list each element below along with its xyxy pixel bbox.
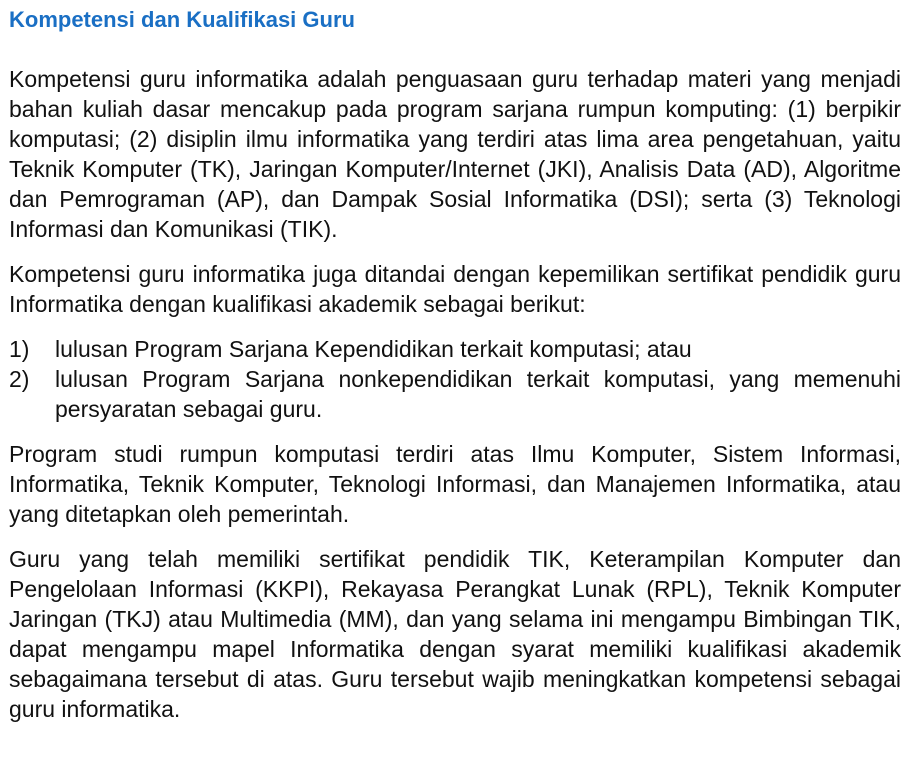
paragraph-certification: Kompetensi guru informatika juga ditandai dengan kepemilikan sertifikat pendidik guru Informatika dengan kualifikasi akademik sebagai berikut:: [9, 261, 901, 317]
paragraph-study-programs: Program studi rumpun komputasi terdiri atas Ilmu Komputer, Sistem Informasi, Informatika, Teknik Komputer, Teknologi Informasi, dan Manajemen Informatika, atau yang ditetapkan oleh pemerintah.: [9, 441, 901, 527]
list-item: [9, 334, 901, 364]
section-title: Kompetensi dan Kualifikasi Guru: [9, 7, 355, 32]
qualification-list: [9, 334, 901, 424]
list-item-text: lulusan Program Sarjana Kependidikan terkait komputasi; atau: [55, 336, 692, 362]
list-item: [9, 364, 901, 424]
paragraph-competency-definition: Kompetensi guru informatika adalah penguasaan guru terhadap materi yang menjadi bahan kuliah dasar mencakup pada program sarjana rumpun komputing: (1) berpikir komputasi; (2) disiplin ilmu informatika yang terdiri atas lima area pengetahuan, yaitu Teknik Komputer (TK), Jaringan Komputer/Internet (JKI), Analisis Data (AD), Algoritme dan Pemrograman (AP), dan Dampak Sosial Informatika (DSI); serta (3) Teknologi Informasi dan Komunikasi (TIK).: [9, 66, 901, 242]
list-item-number: 1): [9, 336, 30, 362]
list-item-number: 2): [9, 366, 30, 392]
paragraph-certified-teachers: Guru yang telah memiliki sertifikat pendidik TIK, Keterampilan Komputer dan Pengelolaan Informasi (KKPI), Rekayasa Perangkat Lunak (RPL), Teknik Komputer Jaringan (TKJ) atau Multimedia (MM), dan yang selama ini mengampu Bimbingan TIK, dapat mengampu mapel Informatika dengan syarat memiliki kualifikasi akademik sebagaimana tersebut di atas. Guru tersebut wajib meningkatkan kompetensi sebagai guru informatika.: [9, 546, 901, 722]
list-item-text: lulusan Program Sarjana nonkependidikan terkait komputasi, yang memenuhi persyaratan sebagai guru.: [55, 366, 901, 422]
document-page: [9, 0, 901, 724]
